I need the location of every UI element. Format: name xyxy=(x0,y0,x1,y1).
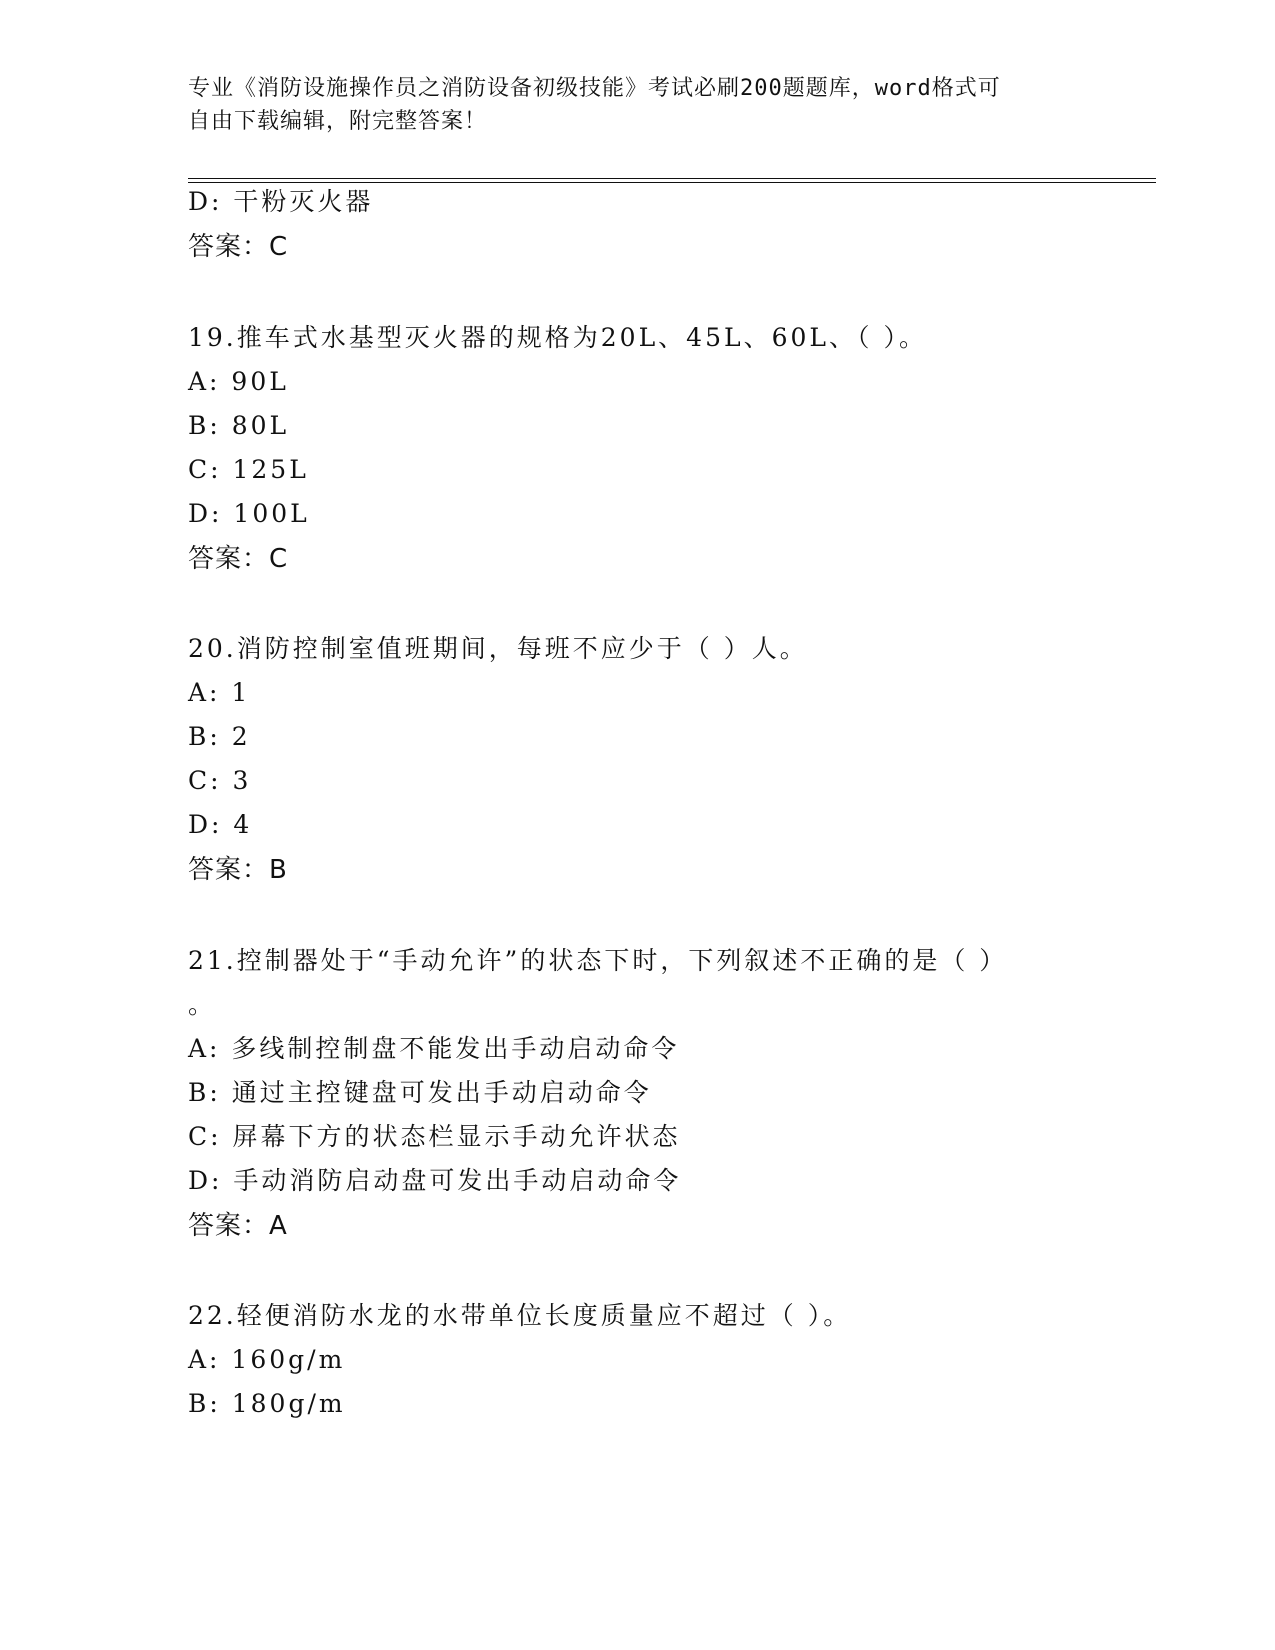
q22-stem: 22.轻便消防水龙的水带单位长度质量应不超过（ ）。 xyxy=(188,1301,852,1330)
q19-option-c: C: 125L xyxy=(188,455,309,484)
q21-option-a: A: 多线制控制盘不能发出手动启动命令 xyxy=(188,1034,680,1063)
q19-option-a: A: 90L xyxy=(188,367,289,396)
q21-option-b: B: 通过主控键盘可发出手动启动命令 xyxy=(188,1078,652,1107)
document-header xyxy=(188,72,1088,138)
q19-option-d: D: 100L xyxy=(188,499,310,528)
q22-option-b: B: 180g/m xyxy=(188,1389,346,1418)
q21-option-c: C: 屏幕下方的状态栏显示手动允许状态 xyxy=(188,1122,681,1151)
q21-answer: 答案：A xyxy=(188,1211,288,1241)
q20-option-b: B: 2 xyxy=(188,722,251,751)
q22-option-a: A: 160g/m xyxy=(188,1345,346,1374)
header-divider xyxy=(188,178,1156,183)
q21-stem: 21.控制器处于“手动允许”的状态下时，下列叙述不正确的是（ ） xyxy=(188,946,1008,975)
q18-option-d: D: 干粉灭火器 xyxy=(188,187,374,216)
q19-stem: 19.推车式水基型灭火器的规格为20L、45L、60L、（ ）。 xyxy=(188,323,927,352)
q20-option-a: A: 1 xyxy=(188,678,251,707)
q21-stem-continuation: 。 xyxy=(188,990,217,1019)
q18-answer: 答案：C xyxy=(188,232,289,262)
q20-option-c: C: 3 xyxy=(188,766,252,795)
q19-option-b: B: 80L xyxy=(188,411,290,440)
q20-option-d: D: 4 xyxy=(188,810,253,839)
q21-option-d: D: 手动消防启动盘可发出手动启动命令 xyxy=(188,1166,682,1195)
q20-answer: 答案：B xyxy=(188,855,288,885)
header-line-2: 自由下载编辑，附完整答案！ xyxy=(188,109,488,134)
q20-stem: 20.消防控制室值班期间，每班不应少于（ ）人。 xyxy=(188,634,808,663)
q19-answer: 答案：C xyxy=(188,544,289,574)
header-line-1: 专业《消防设施操作员之消防设备初级技能》考试必刷200题题库，word格式可 xyxy=(188,76,1001,101)
